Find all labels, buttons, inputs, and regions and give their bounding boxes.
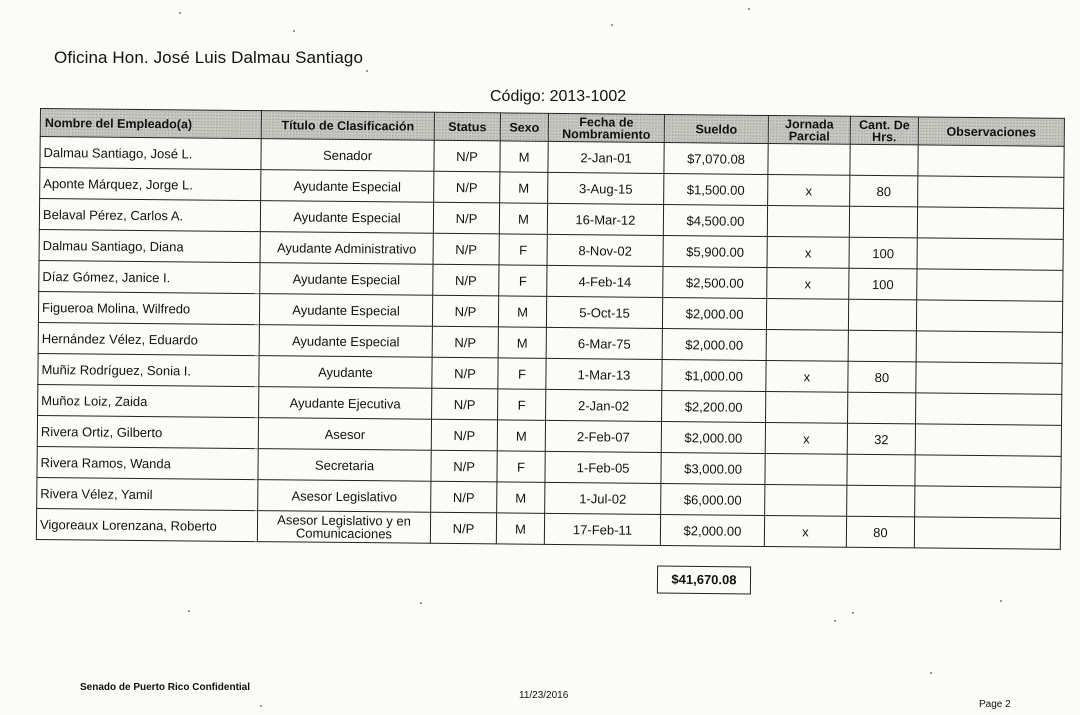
cell-parttime: x <box>766 360 848 392</box>
cell-hours: 80 <box>848 361 916 393</box>
cell-status: N/P <box>431 481 497 513</box>
cell-salary: $2,500.00 <box>663 266 767 298</box>
scan-speck <box>930 672 932 674</box>
header-parttime <box>768 115 850 144</box>
cell-title: Ayudante Especial <box>261 170 434 203</box>
cell-date: 1-Mar-13 <box>546 358 662 390</box>
cell-hours <box>849 206 917 238</box>
cell-notes <box>915 455 1061 487</box>
cell-sex: M <box>497 420 545 451</box>
cell-sex: M <box>500 172 548 203</box>
scan-speck <box>293 30 295 32</box>
scan-speck <box>1000 600 1002 602</box>
employee-table <box>36 108 1065 550</box>
cell-date: 2-Jan-01 <box>548 141 664 173</box>
cell-name: Dalmau Santiago, José L. <box>40 137 261 170</box>
cell-salary: $1,500.00 <box>664 173 768 205</box>
scan-speck <box>188 610 190 612</box>
cell-name: Vigoreaux Lorenzana, Roberto <box>36 508 257 541</box>
cell-status: N/P <box>434 140 500 172</box>
cell-parttime <box>767 205 849 237</box>
cell-notes <box>917 238 1063 270</box>
header-date-line2: Nombramiento <box>562 126 651 142</box>
scan-speck <box>179 12 181 14</box>
header-title: Título de Clasificación <box>261 111 434 141</box>
header-salary: Sueldo <box>664 114 768 143</box>
cell-status: N/P <box>430 512 496 544</box>
header-hours-line1: Cant. De <box>858 117 910 132</box>
cell-parttime <box>765 484 847 516</box>
cell-salary: $2,200.00 <box>662 390 766 422</box>
cell-sex: M <box>498 327 546 358</box>
cell-name: Muñiz Rodríguez, Sonia I. <box>38 353 259 386</box>
header-name: Nombre del Empleado(a) <box>40 109 261 139</box>
cell-notes <box>916 300 1062 332</box>
cell-notes <box>916 393 1062 425</box>
cell-date: 1-Feb-05 <box>545 451 661 483</box>
cell-hours: 80 <box>846 516 914 548</box>
cell-sex: F <box>499 234 547 265</box>
cell-parttime: x <box>767 267 849 299</box>
cell-date: 16-Mar-12 <box>547 203 663 235</box>
cell-date: 6-Mar-75 <box>546 327 662 359</box>
cell-parttime: x <box>764 515 846 547</box>
header-status: Status <box>434 112 500 141</box>
cell-title: Ayudante <box>259 356 432 389</box>
office-title: Oficina Hon. José Luis Dalmau Santiago <box>54 48 364 67</box>
cell-name: Díaz Gómez, Janice I. <box>39 260 260 293</box>
cell-name: Figueroa Molina, Wilfredo <box>38 291 259 324</box>
cell-notes <box>917 207 1063 239</box>
cell-status: N/P <box>432 388 498 420</box>
cell-salary: $6,000.00 <box>661 483 765 515</box>
cell-parttime: x <box>765 422 847 454</box>
cell-hours <box>848 392 916 424</box>
cell-parttime <box>766 329 848 361</box>
cell-parttime: x <box>767 236 849 268</box>
cell-sex: M <box>500 141 548 172</box>
cell-name: Rivera Ortiz, Gilberto <box>37 415 258 448</box>
cell-sex: M <box>498 296 546 327</box>
cell-notes <box>918 145 1064 177</box>
cell-sex: F <box>498 389 546 420</box>
cell-status: N/P <box>432 357 498 389</box>
total-salary: $41,670.08 <box>657 566 751 595</box>
cell-title: Asesor <box>258 418 431 451</box>
cell-title: Ayudante Especial <box>259 294 432 327</box>
scan-speck <box>611 24 613 26</box>
cell-name: Aponte Márquez, Jorge L. <box>40 168 261 201</box>
footer-page-number: Page 2 <box>979 699 1011 710</box>
cell-hours: 100 <box>849 268 917 300</box>
scan-speck <box>260 705 262 707</box>
cell-salary: $2,000.00 <box>662 297 766 329</box>
scan-speck <box>420 602 422 604</box>
cell-status: N/P <box>433 202 499 234</box>
cell-name: Hernández Vélez, Eduardo <box>38 322 259 355</box>
cell-sex: F <box>499 265 547 296</box>
cell-parttime <box>768 143 850 175</box>
cell-name: Dalmau Santiago, Diana <box>39 229 260 262</box>
scan-speck <box>852 612 854 614</box>
cell-notes <box>918 176 1064 208</box>
cell-salary: $2,000.00 <box>660 514 764 546</box>
table-body <box>36 137 1064 550</box>
cell-salary: $1,000.00 <box>662 359 766 391</box>
cell-date: 3-Aug-15 <box>548 172 664 204</box>
cell-title: Secretaria <box>258 449 431 482</box>
header-date-line1: Fecha de <box>579 114 634 130</box>
header-sex: Sexo <box>500 113 548 141</box>
cell-notes <box>916 331 1062 363</box>
cell-status: N/P <box>432 295 498 327</box>
cell-status: N/P <box>433 233 499 265</box>
cell-hours: 80 <box>850 175 918 207</box>
cell-sex: M <box>496 513 544 544</box>
cell-salary: $7,070.08 <box>664 142 768 174</box>
cell-status: N/P <box>431 419 497 451</box>
cell-title: Ayudante Ejecutiva <box>259 387 432 420</box>
cell-hours <box>847 454 915 486</box>
cell-date: 4-Feb-14 <box>547 265 663 297</box>
table-container <box>36 108 1064 550</box>
cell-title: Ayudante Especial <box>259 325 432 358</box>
cell-date: 2-Jan-02 <box>546 389 662 421</box>
cell-status: N/P <box>433 264 499 296</box>
cell-parttime <box>766 391 848 423</box>
header-date <box>548 113 664 142</box>
cell-sex: F <box>497 451 545 482</box>
header-parttime-line1: Jornada <box>784 116 834 132</box>
cell-title: Asesor Legislativo <box>258 480 431 513</box>
cell-status: N/P <box>432 326 498 358</box>
header-parttime-line2: Parcial <box>788 128 830 144</box>
cell-hours <box>848 330 916 362</box>
cell-salary: $3,000.00 <box>661 452 765 484</box>
cell-name: Rivera Vélez, Yamil <box>37 477 258 510</box>
cell-date: 8-Nov-02 <box>547 234 663 266</box>
cell-sex: M <box>497 482 545 513</box>
cell-date: 2-Feb-07 <box>545 420 661 452</box>
cell-parttime <box>765 453 847 485</box>
cell-sex: M <box>499 203 547 234</box>
cell-sex: F <box>498 358 546 389</box>
cell-hours <box>847 485 915 517</box>
cell-date: 17-Feb-11 <box>544 513 660 545</box>
cell-date: 1-Jul-02 <box>545 482 661 514</box>
cell-name: Rivera Ramos, Wanda <box>37 446 258 479</box>
cell-parttime: x <box>768 174 850 206</box>
cell-title: Ayudante Especial <box>260 263 433 296</box>
scan-speck <box>366 70 368 72</box>
cell-title: Asesor Legislativo y en Comunicaciones <box>257 511 430 544</box>
cell-salary: $4,500.00 <box>663 204 767 236</box>
footer-date: 11/23/2016 <box>519 690 569 701</box>
cell-title: Ayudante Especial <box>260 201 433 234</box>
cell-salary: $5,900.00 <box>663 235 767 267</box>
cell-notes <box>916 362 1062 394</box>
cell-hours: 100 <box>849 237 917 269</box>
header-hours-line2: Hrs. <box>872 129 897 144</box>
footer-confidential: Senado de Puerto Rico Confidential <box>80 682 251 693</box>
cell-notes <box>914 517 1060 549</box>
cell-hours <box>848 299 916 331</box>
cell-name: Belaval Pérez, Carlos A. <box>39 199 260 232</box>
code-line: Código: 2013-1002 <box>490 88 627 105</box>
cell-status: N/P <box>434 171 500 203</box>
header-hours <box>850 116 918 145</box>
cell-notes <box>915 424 1061 456</box>
cell-hours <box>850 144 918 176</box>
scan-speck <box>748 8 750 10</box>
cell-salary: $2,000.00 <box>661 421 765 453</box>
cell-hours: 32 <box>847 423 915 455</box>
cell-salary: $2,000.00 <box>662 328 766 360</box>
cell-title: Ayudante Administrativo <box>260 232 433 265</box>
cell-notes <box>917 269 1063 301</box>
scan-speck <box>834 620 836 622</box>
cell-status: N/P <box>431 450 497 482</box>
cell-notes <box>915 486 1061 518</box>
header-notes: Observaciones <box>918 117 1064 146</box>
cell-name: Muñoz Loiz, Zaida <box>38 384 259 417</box>
cell-date: 5-Oct-15 <box>546 296 662 328</box>
cell-title: Senador <box>261 139 434 172</box>
cell-parttime <box>766 298 848 330</box>
